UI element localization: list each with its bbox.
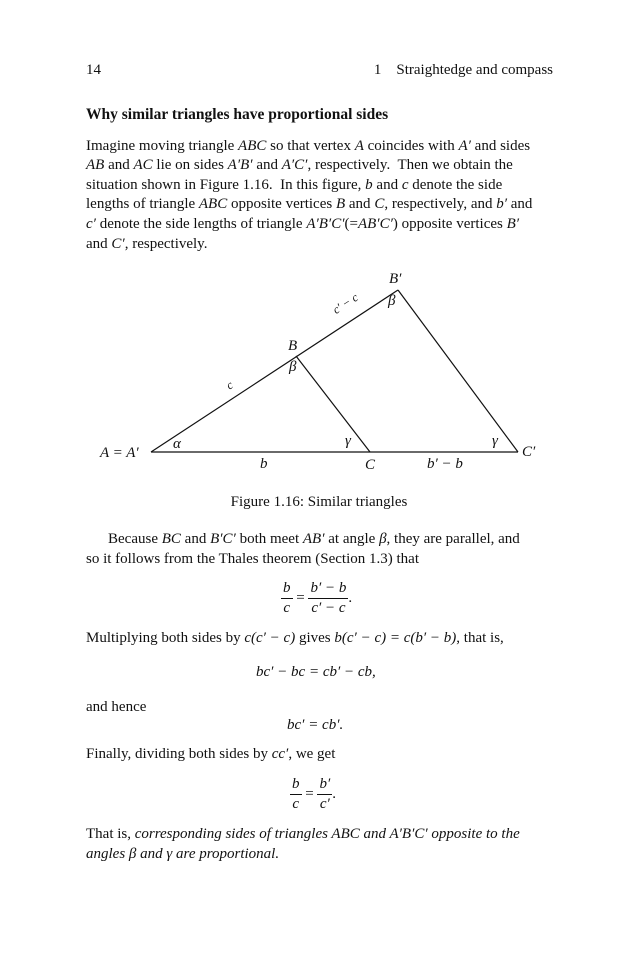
label-beta-mid: β	[289, 359, 297, 375]
para6-line-2: angles β and γ are proportional.	[86, 846, 280, 862]
para2-line-1: Because BC and B′C′ both meet AB′ at angle β, they are parallel, and	[108, 531, 520, 547]
intro-line-3: situation shown in Figure 1.16. In this figure, b and c denote the side	[86, 177, 503, 193]
label-c-prime-minus-c: c′ − c	[330, 290, 361, 317]
intro-line-4: lengths of triangle ABC opposite vertices B and C, respectively, and b′ and	[86, 196, 533, 212]
label-b: B	[288, 338, 298, 354]
label-b-prime: B′	[389, 271, 402, 287]
side-a-b-prime	[151, 290, 398, 452]
label-c-prime: C′	[522, 444, 536, 460]
label-alpha: α	[173, 436, 181, 452]
side-b-prime-c-prime	[398, 290, 518, 452]
equation-2: bc′ − bc = cb′ − cb,	[256, 664, 376, 680]
equation-4: $\frac{b}{c}$ = $\frac{b'}{c'}$ .	[292, 776, 336, 812]
intro-line-1: Imagine moving triangle ABC so that vertex A coincides with A′ and sides	[86, 138, 531, 154]
label-a-eq-a-prime: A = A′	[100, 445, 139, 461]
para5: Finally, dividing both sides by cc′, we get	[86, 746, 336, 762]
figure-caption: Figure 1.16: Similar triangles	[230, 494, 408, 510]
equation-1: $\frac{b}{c}$ = $\frac{b' - b}{c' - c}$ .	[283, 580, 353, 616]
para6-line-1: That is, corresponding sides of triangles ABC and A′B′C′ opposite to the	[86, 826, 520, 842]
running-header: 1 Straightedge and compass	[373, 62, 553, 78]
section-title: Why similar triangles have proportional sides	[86, 106, 389, 123]
label-c-vertex: C	[365, 457, 376, 473]
label-gamma-c: γ	[345, 433, 351, 449]
side-b-c	[296, 356, 370, 452]
page-number: 14	[86, 62, 101, 78]
intro-line-5: c′ denote the side lengths of triangle A′B′C′(=AB′C′) opposite vertices B′	[86, 216, 520, 232]
intro-line-2: AB and AC lie on sides A′B′ and A′C′, respectively. Then we obtain the	[86, 157, 513, 173]
para2-line-2: so it follows from the Thales theorem (Section 1.3) that	[86, 551, 419, 567]
label-gamma-c-prime: γ	[492, 433, 498, 449]
intro-line-6: and C′, respectively.	[86, 236, 208, 252]
para3: Multiplying both sides by c(c′ − c) gives b(c′ − c) = c(b′ − b), that is,	[86, 630, 504, 646]
label-side-b: b	[260, 456, 268, 472]
label-beta-top: β	[388, 293, 396, 309]
label-c: c	[223, 377, 236, 393]
para4: and hence	[86, 699, 147, 715]
equation-3: bc′ = cb′.	[287, 717, 344, 733]
label-b-prime-minus-b: b′ − b	[427, 456, 463, 472]
